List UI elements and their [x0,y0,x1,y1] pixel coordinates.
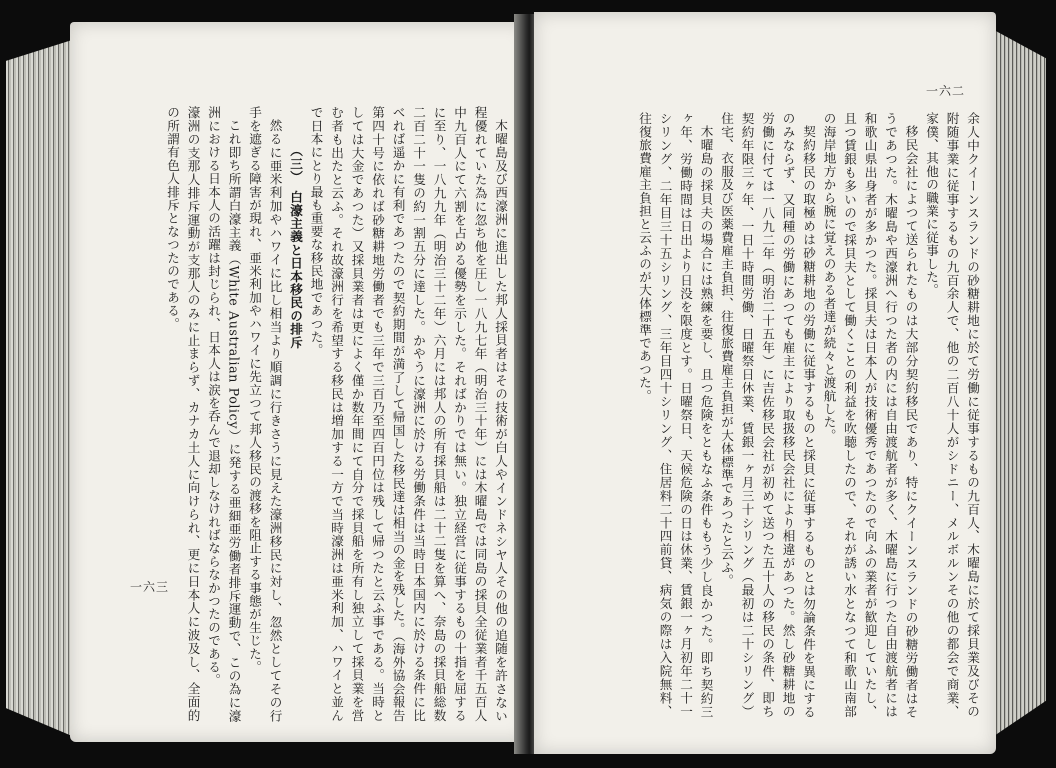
paragraph: 木曜島及び西濠洲に進出した邦人採貝者はその技術が白人やインドネシヤ人その他の追随を許さない程優れていた為に忽ち他を圧し一八九七年（明治三十年）には木曜島では同島の採貝全従業者千五百人中九百人にて六割を占める優勢を示した。そればかりでは無い。独立経営に従事するもの十指を屈するに至り、一八九九年（明治三十二年）六月には邦人の所有採貝船は二十二隻を算へ、奈島の採貝船総数二百二十一隻の約一割五分に達した。かやうに濠洲に於ける労働条件は当時日本国内に於ける条件に比べれば遥かに有利であつたので契約期間が満了して帰国した移民達は相当の金を残した。（海外協会報告第四十号に依れば砂糖耕地労働者でも三年で三百乃至四百円位は残して帰つたと云ふ事である。当時としては大金であつた）又採貝業者は更によく僅か数年間にて自分で採貝船を所有し独立して採貝業を営む者も出たと云ふ。それ故濠洲行を希望する移民は増加する一方で当時濠洲は亜米利加、ハワイと並んで日本にとり最も重要な移民地であつた。 [308,106,508,722]
paragraph: 余人中クイーンスランドの砂糖耕地に於て労働に従事するもの九百人、木曜島に於て採貝業及びその附随事業に従事するもの九百余人で、他の二百八十人がシドニー、メルボルンその他の都会で商業、家僕、其他の職業に従事した。 [924,112,980,718]
paragraph: これ即ち所謂白濠主義（White Australian Policy）に発する亜細亜労働者排斥運動で、この為に濠洲における日本人の活躍は封じられ、日本人は涙を呑んで退却しなければならなかつたのである。 [206,106,242,722]
right-page-body [544,112,982,718]
section-heading: （三） 白濠主義と日本移民の排斥 [288,143,303,349]
paragraph: 濠洲の支那人排斥運動が支那人のみに止まらず、カナカ土人に向けられ、更に日本人に波及し、全面的の所謂有色人排斥となつたのである。 [165,106,201,722]
paragraph: 然るに亜米利加やハワイに比し相当より順調に行きさうに見えた濠洲移民に対し、忽然としてその行手を遮ぎる障害が現れ、亜米利加やハワイに先立つて邦人移民の渡移を阻止する事態が生じた。 [247,106,283,722]
page-number-right: 一六二 [926,84,966,98]
paragraph: 木曜島の採貝夫の場合には熟練を要し、且つ危険をともなふ条件ももう少し良かつた。即ち契約三ヶ年、労働時間は日出より日没を限度とす。日曜祭日、天候危険の日は休業、賃銀一ヶ月初年二十一シリング、二年目三十五シリング、三年目四十シリング、住居料二十四前貸、病気の際は入院無料、往復旅費雇主負担と云ふのが大体標準であつた。 [637,112,714,718]
left-page [70,22,528,742]
paragraph: 移民会社によつて送られたものは大部分契約移民であり、特にクイーンスランドの砂糖労働者はそうであつた。木曜島や西濠洲へ行つた者の内には自由渡航者が多く、木曜島に行つた自由渡航者には和歌山県出身者が多かつた。採貝夫は日本人が技術優秀であつたので向ふの業者が歓迎していたし、且つ賃銀も多いので採貝夫として働くことの利益を吹聴したので、それが誘い水となつて和歌山南部の海岸地方から腕に覚えのある者達が続々と渡航した。 [821,112,919,718]
page-number-left: 一六三 [130,580,170,594]
left-page-body [80,106,510,722]
left-page-stack [6,40,72,736]
paragraph: 契約移民の取極めは砂糖耕地の労働に従事するものと採貝に従事するものとは勿論条件を異にするのみならず、又同種の労働にあつても雇主により取扱移民会社により相違があつた。然し砂糖耕地の労働に付ては一八九二年（明治二十五年）に吉佐移民会社が初めて送つた五十人の移民の条件、即ち契約年限三ヶ年、一日十時間労働、日曜祭日休業、賃銀一ヶ月三十シリング（最初は二十シリング）住宅、衣服及び医薬費雇主負担、往復旅費雇主負担が大体標準であつたと云ふ。 [719,112,816,718]
right-page-stack [994,30,1046,736]
right-page [534,12,996,754]
